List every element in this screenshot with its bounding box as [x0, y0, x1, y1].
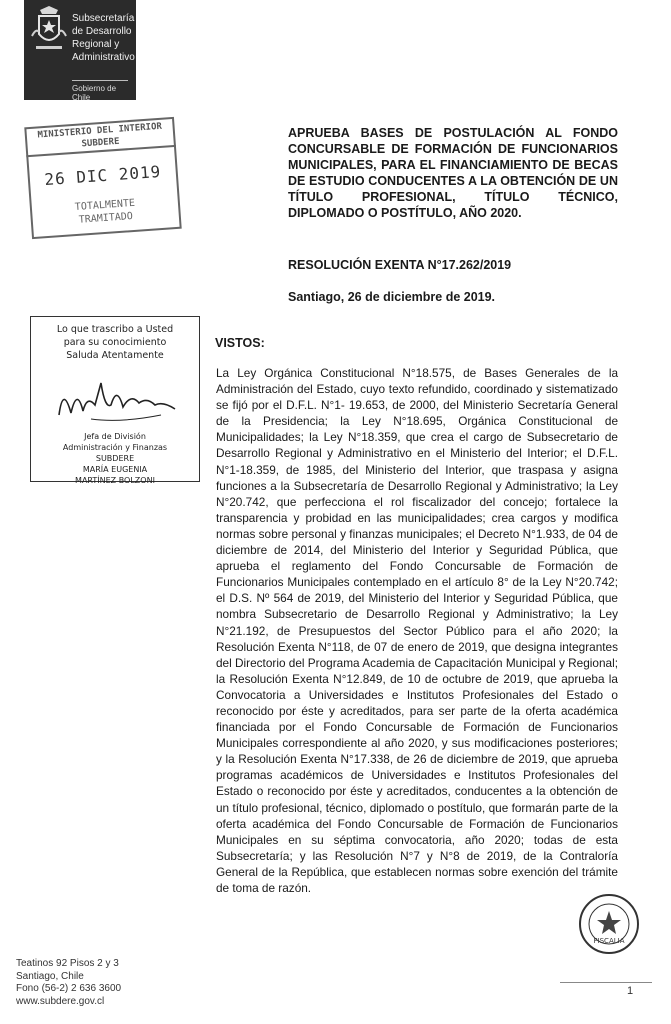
document-title: APRUEBA BASES DE POSTULACIÓN AL FONDO CONCURSABLE DE FORMACIÓN DE FUNCIONARIOS MUNICIPALES, PARA EL FINANCIAMIENTO DE BECAS DE ESTUDIO CONDUCENTES A LA OBTENCIÓN DE UN TÍTULO PROFESIONAL, TÍTULO TÉCNICO, DIPLOMADO O POSTÍTULO, AÑO 2020.	[288, 126, 618, 220]
section-heading: VISTOS:	[215, 336, 265, 350]
divider	[72, 80, 128, 81]
page-number: 1	[627, 985, 634, 997]
ministerio-stamp	[24, 117, 181, 239]
government-label: Gobierno de Chile	[72, 84, 117, 102]
signature-intro-line: para su conocimiento	[63, 337, 167, 348]
stamp-date: 26 DIC 2019	[43, 161, 162, 190]
signature-box	[30, 316, 200, 485]
footer-divider	[560, 982, 652, 983]
body-paragraph: La Ley Orgánica Constitucional N°18.575, de Bases Generales de la Administración del Estado, cuyo texto refundido, coordinado y sistematizado se fijó por el D.F.L. N°1- 19.653, de 2000, del Ministerio Secretaría General de la Presidencia; la Ley N°18.695, Orgánica Constitucional de Municipalidades; la Ley N°18.359, que crea el cargo de Subsecretario de Desarrollo Regional y Administrativo en el Ministerio del Interior; el D.F.L. N°1-18.359, de 1985, del Ministerio del Interior, que traspasa y asigna funciones a la Subsecretaría de Desarrollo Regional y Administrativo; la Ley N°20.742, que perfecciona el rol fiscalizador del concejo; fortalece la transparencia y probidad en las municipalidades; crea cargos y modifica normas sobre personal y finanzas municipales; el Decreto N°1.933, de 04 de diciembre de 2014, del Ministerio del Interior y Seguridad Pública, que aprueba el reglamento del Fondo Concursable de Formación de Funcionarios Municipales contemplado en el artículo 8° de la Ley N°20.742; el D.S. Nº 564 de 2019, del Ministerio del Interior y Seguridad Pública, que nombra Subsecretario de Desarrollo Regional y Administrativo; la Ley N°21.192, de Presupuestos del Sector Público para el año 2020; la Resolución Exenta N°118, de 07 de enero de 2019, que designa integrantes del Directorio del Programa Academia de Capacitación Municipal y Regional; la Resolución Exenta N°12.849, de 10 de octubre de 2019, que aprueba la Convocatoria a Universidades e Institutos Profesionales del Estado o reconocido por éste y acreditados, para ser parte de la oferta académica financiada por el Fondo Concursable de Formación de Funcionarios Municipales correspondiente al año 2020, y sus modificaciones posteriores; y la Resolución Exenta N°17.338, de 26 de diciembre de 2019, que aprueba programas académicos de Universidades e Institutos Profesionales del Estado o reconocido por éste y acreditados, conducentes a la obtención de un título profesional, técnico, diplomado o postítulo, que formarán parte de la oferta académica del Fondo Concursable de Formación de Funcionarios Municipales en su séptima convocatoria, año 2020; todas de esta Subsecretaría; y las Resolución N°7 y N°8 de 2019, de la Contraloría General de la República, que establecen normas sobre exención del trámite de toma de razón.	[216, 366, 618, 895]
footer-link[interactable]: www.subdere.gov.cl	[16, 995, 105, 1007]
footer-address	[16, 958, 121, 1008]
stamp-ministry: MINISTERIO DEL INTERIOR	[37, 121, 163, 141]
stamp-status-1: TOTALMENTE	[74, 197, 136, 214]
agency-line: Subsecretaría	[72, 13, 135, 24]
stamp-agency: SUBDERE	[81, 136, 120, 150]
signer-title: Jefa de División	[84, 432, 146, 441]
footer-line: Teatinos 92 Pisos 2 y 3	[16, 958, 119, 969]
seal-label: FISCALIA	[593, 937, 625, 945]
fiscalia-seal-icon	[578, 893, 640, 955]
agency-line: Regional y	[72, 39, 120, 50]
footer-line: Fono (56-2) 2 636 3600	[16, 983, 122, 995]
government-header	[24, 0, 136, 100]
stamp-status-2: TRAMITADO	[78, 211, 134, 226]
agency-line: Administrativo	[72, 52, 135, 63]
resolution-number: RESOLUCIÓN EXENTA N°17.262/2019	[288, 258, 512, 272]
handwritten-signature	[51, 375, 191, 435]
signer-agency: SUBDERE	[95, 454, 135, 463]
agency-line: de Desarrollo	[72, 26, 132, 37]
signer-name: MARÍA EUGENIA	[82, 465, 148, 474]
signer-title: Administración y Finanzas	[62, 443, 168, 452]
footer-line: Santiago, Chile	[16, 970, 84, 982]
signature-intro-line: Saluda Atentamente	[66, 350, 164, 361]
signer-name: MARTÍNEZ BOLZONI	[75, 476, 155, 485]
signature-intro-line: Lo que trascribo a Usted	[56, 324, 174, 335]
coat-of-arms-icon	[30, 6, 68, 52]
place-date: Santiago, 26 de diciembre de 2019.	[288, 290, 496, 304]
